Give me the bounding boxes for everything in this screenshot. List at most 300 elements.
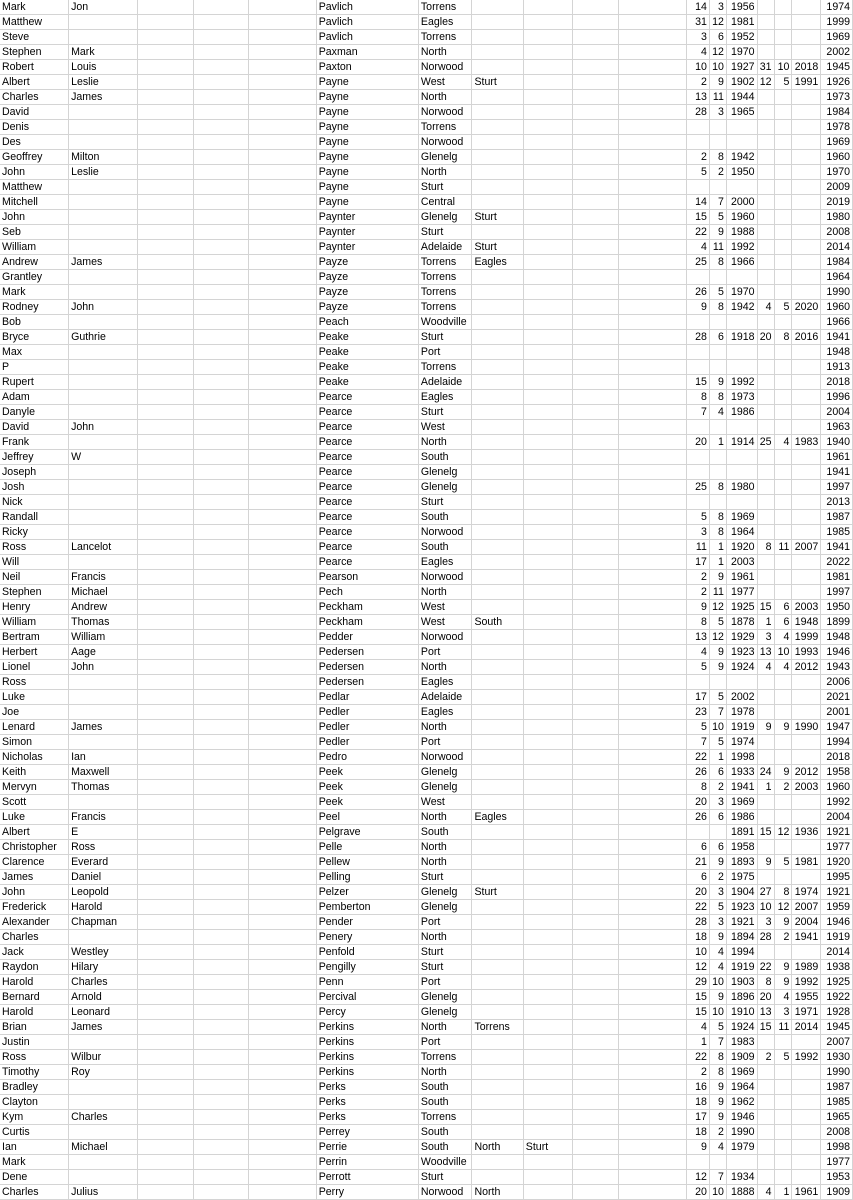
table-cell[interactable] [757,495,774,510]
table-cell[interactable]: 1942 [726,300,757,315]
table-cell[interactable] [69,30,138,45]
table-cell[interactable] [523,630,572,645]
table-cell[interactable]: 13 [757,1005,774,1020]
table-cell[interactable] [572,750,619,765]
table-cell[interactable] [138,360,193,375]
table-cell[interactable]: Peake [316,360,418,375]
table-cell[interactable]: Julius [69,1185,138,1200]
table-cell[interactable]: Glenelg [418,990,472,1005]
table-cell[interactable]: North [472,1140,523,1155]
table-cell[interactable]: 1 [774,1185,792,1200]
table-cell[interactable]: 2001 [821,705,853,720]
table-cell[interactable] [572,120,619,135]
table-cell[interactable]: Norwood [418,60,472,75]
table-cell[interactable]: Norwood [418,1185,472,1200]
table-cell[interactable]: 1994 [821,735,853,750]
table-cell[interactable]: James [69,1020,138,1035]
table-cell[interactable] [572,390,619,405]
table-cell[interactable]: Norwood [418,570,472,585]
table-cell[interactable]: 9 [774,975,792,990]
table-cell[interactable] [774,1035,792,1050]
table-cell[interactable] [193,1155,248,1170]
table-cell[interactable] [619,270,687,285]
table-cell[interactable] [249,570,317,585]
table-cell[interactable]: North [418,45,472,60]
table-cell[interactable]: 1978 [821,120,853,135]
table-cell[interactable] [709,450,726,465]
table-cell[interactable] [774,570,792,585]
table-cell[interactable] [472,750,523,765]
table-cell[interactable] [792,735,821,750]
table-cell[interactable]: 1941 [792,930,821,945]
table-cell[interactable] [619,570,687,585]
table-cell[interactable] [138,615,193,630]
table-cell[interactable]: Pearce [316,420,418,435]
table-cell[interactable] [619,825,687,840]
table-cell[interactable]: 2016 [792,330,821,345]
table-cell[interactable]: Henry [0,600,69,615]
table-cell[interactable] [523,570,572,585]
table-cell[interactable] [619,525,687,540]
table-cell[interactable]: Glenelg [418,765,472,780]
table-cell[interactable] [757,840,774,855]
table-cell[interactable]: Lionel [0,660,69,675]
table-cell[interactable]: 1 [709,750,726,765]
table-cell[interactable]: Pearson [316,570,418,585]
table-cell[interactable] [619,375,687,390]
table-cell[interactable]: 4 [686,45,709,60]
table-cell[interactable]: John [0,165,69,180]
table-cell[interactable] [792,105,821,120]
table-cell[interactable] [523,930,572,945]
table-cell[interactable] [572,1140,619,1155]
table-cell[interactable] [619,105,687,120]
table-cell[interactable]: 1960 [726,210,757,225]
table-cell[interactable]: 1919 [726,720,757,735]
table-cell[interactable] [69,225,138,240]
table-cell[interactable]: South [418,510,472,525]
table-cell[interactable]: 9 [709,1095,726,1110]
table-cell[interactable] [138,600,193,615]
table-cell[interactable] [619,360,687,375]
table-cell[interactable] [193,555,248,570]
table-cell[interactable] [69,555,138,570]
table-cell[interactable] [709,360,726,375]
table-cell[interactable]: 1909 [726,1050,757,1065]
table-cell[interactable]: 2 [774,930,792,945]
table-cell[interactable]: Joseph [0,465,69,480]
table-cell[interactable] [472,300,523,315]
table-cell[interactable]: 15 [686,375,709,390]
table-cell[interactable] [792,870,821,885]
table-cell[interactable]: Adam [0,390,69,405]
table-cell[interactable] [757,105,774,120]
table-cell[interactable] [472,900,523,915]
table-cell[interactable] [193,720,248,735]
table-cell[interactable] [523,0,572,15]
table-cell[interactable]: Glenelg [418,885,472,900]
table-cell[interactable] [757,180,774,195]
table-cell[interactable] [523,255,572,270]
table-cell[interactable]: South [472,615,523,630]
table-cell[interactable] [572,150,619,165]
table-cell[interactable] [249,660,317,675]
table-cell[interactable] [792,30,821,45]
table-cell[interactable]: 20 [757,330,774,345]
table-cell[interactable]: 26 [686,810,709,825]
table-cell[interactable] [472,1095,523,1110]
table-cell[interactable] [193,450,248,465]
table-cell[interactable] [193,855,248,870]
table-cell[interactable] [193,465,248,480]
table-cell[interactable] [69,135,138,150]
table-cell[interactable] [193,630,248,645]
table-cell[interactable]: 24 [757,765,774,780]
table-cell[interactable]: Sturt [418,225,472,240]
table-cell[interactable] [472,405,523,420]
table-cell[interactable] [249,1125,317,1140]
table-cell[interactable] [757,570,774,585]
table-cell[interactable] [792,945,821,960]
table-cell[interactable] [249,750,317,765]
table-cell[interactable]: 15 [686,1005,709,1020]
table-cell[interactable] [774,585,792,600]
table-cell[interactable]: Wilbur [69,1050,138,1065]
table-cell[interactable] [193,660,248,675]
table-cell[interactable] [523,60,572,75]
table-cell[interactable]: Pelzer [316,885,418,900]
table-cell[interactable]: Seb [0,225,69,240]
table-cell[interactable]: Hilary [69,960,138,975]
table-cell[interactable] [774,90,792,105]
table-cell[interactable]: 8 [709,255,726,270]
table-cell[interactable] [138,750,193,765]
table-cell[interactable] [774,210,792,225]
table-cell[interactable]: Andrew [69,600,138,615]
table-cell[interactable] [757,30,774,45]
table-cell[interactable] [619,75,687,90]
table-cell[interactable] [686,465,709,480]
table-cell[interactable] [774,240,792,255]
table-cell[interactable] [774,120,792,135]
table-cell[interactable]: 1965 [726,105,757,120]
table-cell[interactable] [193,765,248,780]
table-cell[interactable] [774,375,792,390]
table-cell[interactable] [572,1035,619,1050]
table-cell[interactable]: Frank [0,435,69,450]
table-cell[interactable]: Frederick [0,900,69,915]
table-cell[interactable]: 1 [709,435,726,450]
table-cell[interactable]: 2004 [821,405,853,420]
table-cell[interactable] [572,855,619,870]
table-cell[interactable] [472,600,523,615]
table-cell[interactable] [472,135,523,150]
table-cell[interactable] [193,1005,248,1020]
table-cell[interactable] [138,825,193,840]
table-cell[interactable] [572,300,619,315]
table-cell[interactable] [757,795,774,810]
table-cell[interactable] [249,720,317,735]
table-cell[interactable] [774,180,792,195]
table-cell[interactable] [249,135,317,150]
table-cell[interactable]: 2 [686,1065,709,1080]
table-cell[interactable]: 1896 [726,990,757,1005]
table-cell[interactable] [792,195,821,210]
table-cell[interactable] [193,420,248,435]
table-cell[interactable] [193,1065,248,1080]
table-cell[interactable] [774,525,792,540]
table-cell[interactable]: 1933 [726,765,757,780]
table-cell[interactable]: 2007 [821,1035,853,1050]
table-cell[interactable] [249,240,317,255]
table-cell[interactable] [572,465,619,480]
table-cell[interactable] [138,1065,193,1080]
table-cell[interactable] [757,120,774,135]
table-cell[interactable] [523,330,572,345]
table-cell[interactable] [774,15,792,30]
table-cell[interactable]: 21 [686,855,709,870]
table-cell[interactable] [774,795,792,810]
table-cell[interactable] [774,270,792,285]
table-cell[interactable] [249,585,317,600]
table-cell[interactable] [572,240,619,255]
table-cell[interactable]: 29 [686,975,709,990]
table-cell[interactable]: 2012 [792,660,821,675]
table-cell[interactable] [138,1170,193,1185]
table-cell[interactable] [757,1095,774,1110]
table-cell[interactable]: 1986 [726,810,757,825]
table-cell[interactable]: Charles [0,90,69,105]
table-cell[interactable]: 1923 [726,645,757,660]
table-cell[interactable] [572,990,619,1005]
table-cell[interactable] [523,180,572,195]
table-cell[interactable] [619,630,687,645]
table-cell[interactable] [249,975,317,990]
table-cell[interactable] [249,510,317,525]
table-cell[interactable] [69,285,138,300]
table-cell[interactable]: 8 [709,510,726,525]
table-cell[interactable] [774,495,792,510]
table-cell[interactable] [757,405,774,420]
table-cell[interactable]: 17 [686,1110,709,1125]
table-cell[interactable]: 9 [686,600,709,615]
table-cell[interactable]: 1964 [726,1080,757,1095]
table-cell[interactable]: Norwood [418,630,472,645]
table-cell[interactable] [523,195,572,210]
table-cell[interactable] [572,825,619,840]
table-cell[interactable] [757,750,774,765]
table-cell[interactable]: 1997 [821,585,853,600]
table-cell[interactable] [249,465,317,480]
table-cell[interactable] [619,330,687,345]
table-cell[interactable] [709,420,726,435]
table-cell[interactable] [792,465,821,480]
table-cell[interactable]: 7 [686,735,709,750]
table-cell[interactable] [249,885,317,900]
table-cell[interactable]: Percival [316,990,418,1005]
table-cell[interactable] [572,795,619,810]
table-cell[interactable] [523,870,572,885]
table-cell[interactable] [757,1170,774,1185]
table-cell[interactable]: 7 [709,705,726,720]
table-cell[interactable] [472,645,523,660]
table-cell[interactable] [69,105,138,120]
table-cell[interactable] [138,765,193,780]
table-cell[interactable] [249,540,317,555]
table-cell[interactable]: Penn [316,975,418,990]
table-cell[interactable] [249,1140,317,1155]
table-cell[interactable] [249,825,317,840]
table-cell[interactable]: 17 [686,690,709,705]
table-cell[interactable] [572,645,619,660]
table-cell[interactable]: 4 [709,945,726,960]
table-cell[interactable]: Ross [0,675,69,690]
table-cell[interactable]: Paynter [316,240,418,255]
table-cell[interactable] [193,300,248,315]
table-cell[interactable] [472,720,523,735]
table-cell[interactable]: John [69,300,138,315]
table-cell[interactable] [572,90,619,105]
table-cell[interactable] [619,645,687,660]
table-cell[interactable] [472,105,523,120]
table-cell[interactable]: 2 [709,1125,726,1140]
table-cell[interactable] [249,840,317,855]
table-cell[interactable]: 9 [709,660,726,675]
table-cell[interactable] [757,690,774,705]
table-cell[interactable] [193,270,248,285]
table-cell[interactable]: North [418,660,472,675]
table-cell[interactable] [193,180,248,195]
table-cell[interactable]: 1946 [726,1110,757,1125]
table-cell[interactable]: 8 [709,390,726,405]
table-cell[interactable] [69,15,138,30]
table-cell[interactable] [619,1020,687,1035]
table-cell[interactable] [249,1185,317,1200]
table-cell[interactable] [774,420,792,435]
table-cell[interactable] [138,1110,193,1125]
table-cell[interactable]: 2003 [792,780,821,795]
table-cell[interactable]: 1941 [821,540,853,555]
table-cell[interactable] [249,330,317,345]
table-cell[interactable] [709,315,726,330]
table-cell[interactable]: 1966 [726,255,757,270]
table-cell[interactable]: 5 [709,690,726,705]
table-cell[interactable]: Pearce [316,450,418,465]
table-cell[interactable]: 15 [686,210,709,225]
table-cell[interactable] [472,1155,523,1170]
table-cell[interactable]: 26 [686,765,709,780]
table-cell[interactable] [249,390,317,405]
table-cell[interactable] [69,510,138,525]
table-cell[interactable] [472,1050,523,1065]
table-cell[interactable] [792,270,821,285]
table-cell[interactable] [619,1005,687,1020]
table-cell[interactable] [523,525,572,540]
table-cell[interactable]: Payze [316,255,418,270]
table-cell[interactable]: 1919 [821,930,853,945]
table-cell[interactable]: 10 [774,645,792,660]
table-cell[interactable] [193,1185,248,1200]
table-cell[interactable] [138,420,193,435]
table-cell[interactable] [249,90,317,105]
table-cell[interactable] [523,225,572,240]
table-cell[interactable]: Alexander [0,915,69,930]
table-cell[interactable]: John [69,660,138,675]
table-cell[interactable]: 1992 [792,975,821,990]
table-cell[interactable]: 1940 [821,435,853,450]
table-cell[interactable] [619,135,687,150]
table-cell[interactable]: 5 [709,285,726,300]
table-cell[interactable] [472,1080,523,1095]
table-cell[interactable] [249,360,317,375]
table-cell[interactable]: 15 [757,825,774,840]
table-cell[interactable]: 4 [774,630,792,645]
table-cell[interactable]: Port [418,975,472,990]
table-cell[interactable] [619,885,687,900]
table-cell[interactable]: 1948 [821,630,853,645]
table-cell[interactable]: 8 [686,615,709,630]
table-cell[interactable] [193,345,248,360]
table-cell[interactable] [619,345,687,360]
table-cell[interactable] [249,45,317,60]
table-cell[interactable]: 1974 [821,0,853,15]
table-cell[interactable]: 1992 [726,240,757,255]
table-cell[interactable] [472,735,523,750]
table-cell[interactable] [774,1065,792,1080]
table-cell[interactable] [138,915,193,930]
table-cell[interactable]: Sturt [418,945,472,960]
table-cell[interactable]: Pearce [316,465,418,480]
table-cell[interactable]: Ian [69,750,138,765]
table-cell[interactable] [138,390,193,405]
table-cell[interactable] [572,480,619,495]
table-cell[interactable] [572,960,619,975]
table-cell[interactable] [792,1080,821,1095]
table-cell[interactable] [138,435,193,450]
table-cell[interactable]: Torrens [418,270,472,285]
table-cell[interactable] [69,390,138,405]
table-cell[interactable] [523,105,572,120]
table-cell[interactable] [138,330,193,345]
table-cell[interactable]: 1993 [792,645,821,660]
table-cell[interactable]: Peckham [316,600,418,615]
table-cell[interactable] [774,255,792,270]
table-cell[interactable] [472,345,523,360]
table-cell[interactable]: Pedler [316,705,418,720]
table-cell[interactable]: Eagles [472,810,523,825]
table-cell[interactable]: 1999 [821,15,853,30]
table-cell[interactable] [138,465,193,480]
table-cell[interactable] [757,525,774,540]
table-cell[interactable]: Payze [316,285,418,300]
table-cell[interactable]: 2020 [792,300,821,315]
table-cell[interactable] [572,630,619,645]
table-cell[interactable]: West [418,600,472,615]
table-cell[interactable] [523,360,572,375]
table-cell[interactable] [572,1170,619,1185]
table-cell[interactable]: 1888 [726,1185,757,1200]
table-cell[interactable]: Max [0,345,69,360]
table-cell[interactable] [757,240,774,255]
table-cell[interactable]: 1980 [821,210,853,225]
table-cell[interactable] [619,1050,687,1065]
table-cell[interactable]: North [418,90,472,105]
table-cell[interactable] [472,45,523,60]
table-cell[interactable]: Danyle [0,405,69,420]
table-cell[interactable] [572,720,619,735]
table-cell[interactable] [572,285,619,300]
table-cell[interactable]: West [418,615,472,630]
